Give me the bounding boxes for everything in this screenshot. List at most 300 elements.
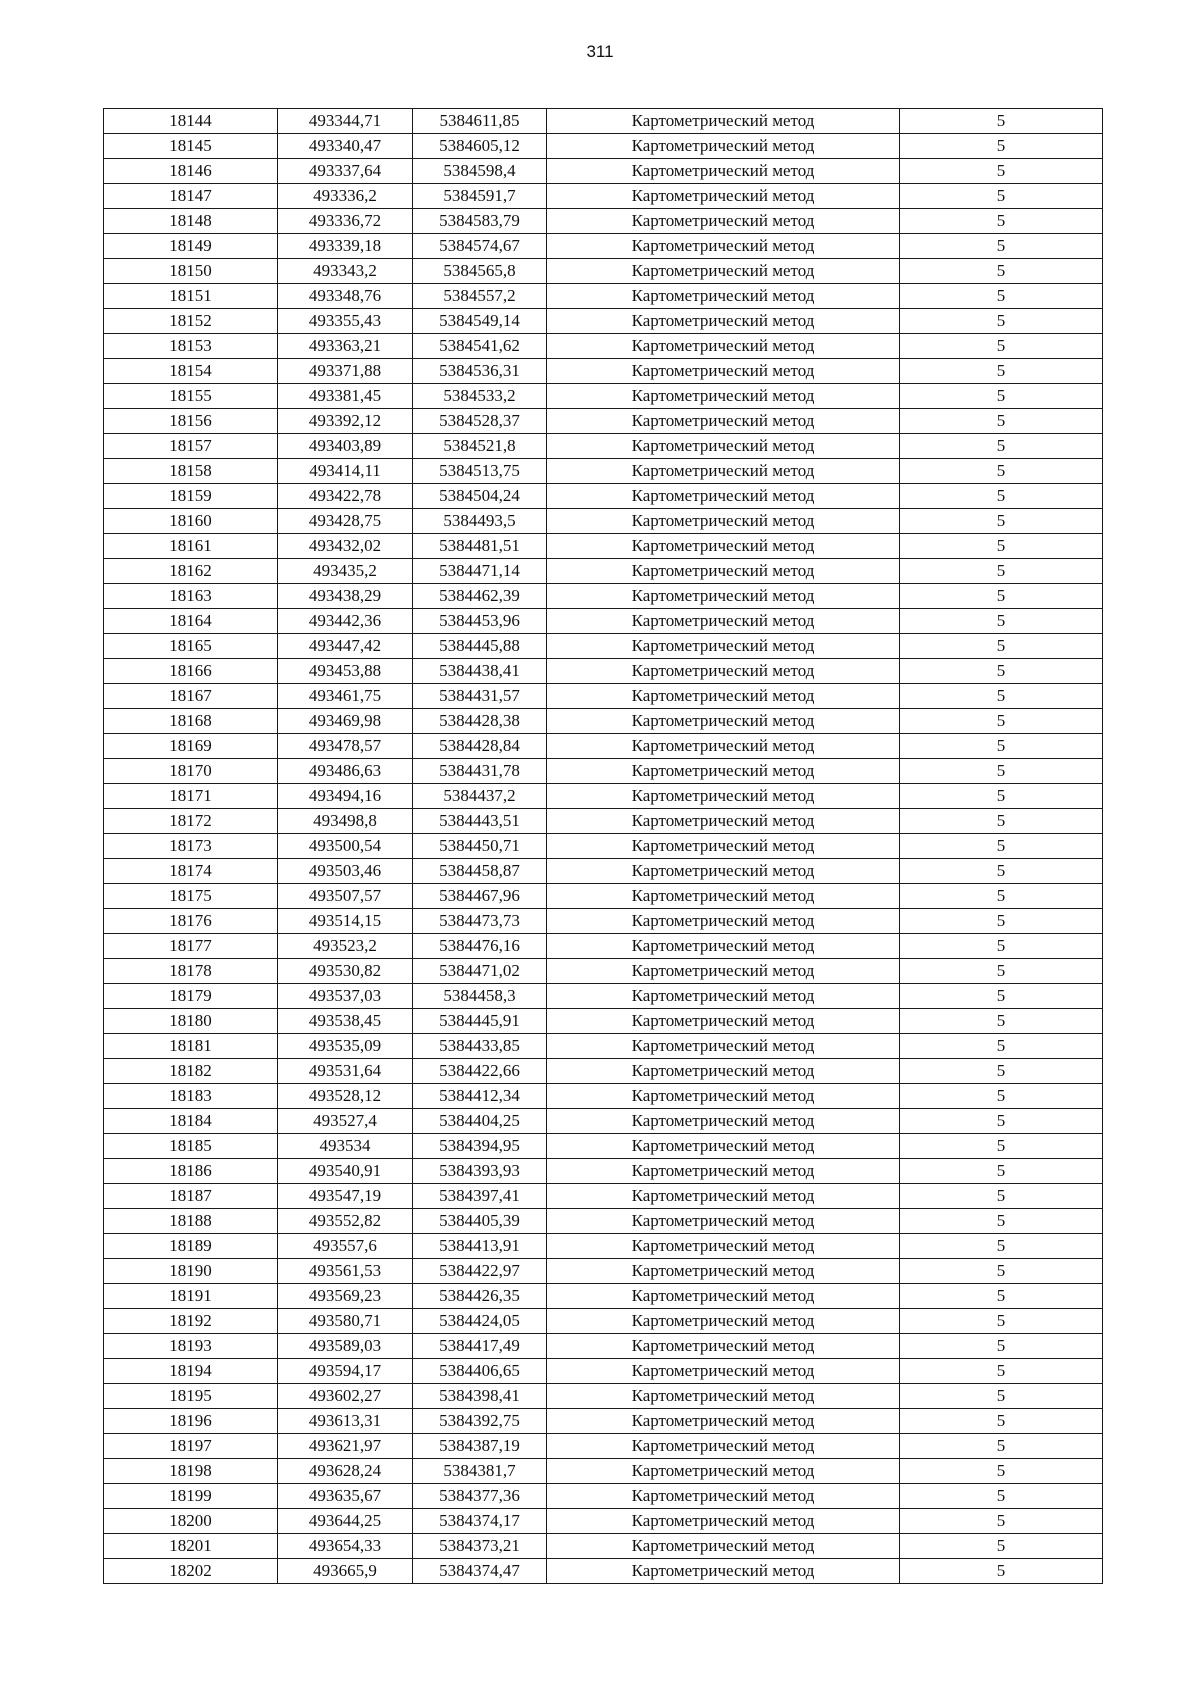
y-coordinate-cell: 5384611,85 (413, 109, 547, 134)
x-coordinate-cell: 493435,2 (278, 559, 413, 584)
y-coordinate-cell: 5384398,41 (413, 1384, 547, 1409)
table-row (104, 1084, 1103, 1109)
x-coordinate-cell: 493557,6 (278, 1234, 413, 1259)
y-coordinate-cell: 5384404,25 (413, 1109, 547, 1134)
coordinates-table-body (104, 109, 1103, 1584)
y-coordinate-cell: 5384405,39 (413, 1209, 547, 1234)
accuracy-cell: 5 (900, 459, 1103, 484)
accuracy-cell: 5 (900, 1209, 1103, 1234)
method-cell: Картометрический метод (547, 1134, 900, 1159)
accuracy-cell: 5 (900, 334, 1103, 359)
table-row (104, 284, 1103, 309)
y-coordinate-cell: 5384377,36 (413, 1484, 547, 1509)
table-row (104, 709, 1103, 734)
y-coordinate-cell: 5384373,21 (413, 1534, 547, 1559)
point-number-cell: 18153 (104, 334, 278, 359)
x-coordinate-cell: 493644,25 (278, 1509, 413, 1534)
method-cell: Картометрический метод (547, 934, 900, 959)
x-coordinate-cell: 493569,23 (278, 1284, 413, 1309)
table-row (104, 259, 1103, 284)
x-coordinate-cell: 493538,45 (278, 1009, 413, 1034)
table-row (104, 384, 1103, 409)
y-coordinate-cell: 5384374,17 (413, 1509, 547, 1534)
y-coordinate-cell: 5384521,8 (413, 434, 547, 459)
point-number-cell: 18151 (104, 284, 278, 309)
accuracy-cell: 5 (900, 1134, 1103, 1159)
table-row (104, 1159, 1103, 1184)
y-coordinate-cell: 5384374,47 (413, 1559, 547, 1584)
table-row (104, 934, 1103, 959)
point-number-cell: 18156 (104, 409, 278, 434)
x-coordinate-cell: 493500,54 (278, 834, 413, 859)
point-number-cell: 18149 (104, 234, 278, 259)
accuracy-cell: 5 (900, 1284, 1103, 1309)
table-row (104, 1484, 1103, 1509)
table-row (104, 634, 1103, 659)
table-row (104, 1309, 1103, 1334)
point-number-cell: 18185 (104, 1134, 278, 1159)
point-number-cell: 18159 (104, 484, 278, 509)
x-coordinate-cell: 493340,47 (278, 134, 413, 159)
x-coordinate-cell: 493594,17 (278, 1359, 413, 1384)
x-coordinate-cell: 493537,03 (278, 984, 413, 1009)
accuracy-cell: 5 (900, 884, 1103, 909)
table-row (104, 784, 1103, 809)
x-coordinate-cell: 493580,71 (278, 1309, 413, 1334)
table-row (104, 1359, 1103, 1384)
point-number-cell: 18179 (104, 984, 278, 1009)
table-row (104, 209, 1103, 234)
point-number-cell: 18202 (104, 1559, 278, 1584)
x-coordinate-cell: 493494,16 (278, 784, 413, 809)
table-row (104, 1559, 1103, 1584)
point-number-cell: 18160 (104, 509, 278, 534)
method-cell: Картометрический метод (547, 1434, 900, 1459)
y-coordinate-cell: 5384598,4 (413, 159, 547, 184)
table-row (104, 1259, 1103, 1284)
x-coordinate-cell: 493602,27 (278, 1384, 413, 1409)
accuracy-cell: 5 (900, 984, 1103, 1009)
table-row (104, 484, 1103, 509)
y-coordinate-cell: 5384413,91 (413, 1234, 547, 1259)
y-coordinate-cell: 5384393,93 (413, 1159, 547, 1184)
method-cell: Картометрический метод (547, 1334, 900, 1359)
accuracy-cell: 5 (900, 734, 1103, 759)
point-number-cell: 18192 (104, 1309, 278, 1334)
y-coordinate-cell: 5384437,2 (413, 784, 547, 809)
accuracy-cell: 5 (900, 584, 1103, 609)
x-coordinate-cell: 493621,97 (278, 1434, 413, 1459)
method-cell: Картометрический метод (547, 434, 900, 459)
x-coordinate-cell: 493422,78 (278, 484, 413, 509)
y-coordinate-cell: 5384549,14 (413, 309, 547, 334)
method-cell: Картометрический метод (547, 659, 900, 684)
point-number-cell: 18189 (104, 1234, 278, 1259)
method-cell: Картометрический метод (547, 809, 900, 834)
accuracy-cell: 5 (900, 434, 1103, 459)
y-coordinate-cell: 5384431,78 (413, 759, 547, 784)
table-row (104, 159, 1103, 184)
table-row (104, 359, 1103, 384)
table-row (104, 534, 1103, 559)
accuracy-cell: 5 (900, 359, 1103, 384)
table-row (104, 1234, 1103, 1259)
accuracy-cell: 5 (900, 609, 1103, 634)
method-cell: Картометрический метод (547, 609, 900, 634)
point-number-cell: 18170 (104, 759, 278, 784)
accuracy-cell: 5 (900, 384, 1103, 409)
table-row (104, 434, 1103, 459)
point-number-cell: 18188 (104, 1209, 278, 1234)
x-coordinate-cell: 493469,98 (278, 709, 413, 734)
point-number-cell: 18191 (104, 1284, 278, 1309)
accuracy-cell: 5 (900, 309, 1103, 334)
method-cell: Картометрический метод (547, 409, 900, 434)
method-cell: Картометрический метод (547, 459, 900, 484)
y-coordinate-cell: 5384471,02 (413, 959, 547, 984)
table-row (104, 1109, 1103, 1134)
point-number-cell: 18167 (104, 684, 278, 709)
accuracy-cell: 5 (900, 1109, 1103, 1134)
y-coordinate-cell: 5384462,39 (413, 584, 547, 609)
x-coordinate-cell: 493442,36 (278, 609, 413, 634)
accuracy-cell: 5 (900, 1559, 1103, 1584)
accuracy-cell: 5 (900, 1484, 1103, 1509)
point-number-cell: 18171 (104, 784, 278, 809)
accuracy-cell: 5 (900, 534, 1103, 559)
point-number-cell: 18158 (104, 459, 278, 484)
point-number-cell: 18186 (104, 1159, 278, 1184)
method-cell: Картометрический метод (547, 859, 900, 884)
y-coordinate-cell: 5384428,84 (413, 734, 547, 759)
point-number-cell: 18144 (104, 109, 278, 134)
x-coordinate-cell: 493428,75 (278, 509, 413, 534)
accuracy-cell: 5 (900, 234, 1103, 259)
point-number-cell: 18148 (104, 209, 278, 234)
method-cell: Картометрический метод (547, 284, 900, 309)
method-cell: Картометрический метод (547, 1384, 900, 1409)
point-number-cell: 18162 (104, 559, 278, 584)
x-coordinate-cell: 493336,2 (278, 184, 413, 209)
method-cell: Картометрический метод (547, 1234, 900, 1259)
method-cell: Картометрический метод (547, 1459, 900, 1484)
table-row (104, 834, 1103, 859)
point-number-cell: 18169 (104, 734, 278, 759)
accuracy-cell: 5 (900, 159, 1103, 184)
accuracy-cell: 5 (900, 834, 1103, 859)
y-coordinate-cell: 5384467,96 (413, 884, 547, 909)
point-number-cell: 18200 (104, 1509, 278, 1534)
accuracy-cell: 5 (900, 709, 1103, 734)
y-coordinate-cell: 5384557,2 (413, 284, 547, 309)
point-number-cell: 18184 (104, 1109, 278, 1134)
x-coordinate-cell: 493552,82 (278, 1209, 413, 1234)
x-coordinate-cell: 493363,21 (278, 334, 413, 359)
point-number-cell: 18168 (104, 709, 278, 734)
table-row (104, 1434, 1103, 1459)
accuracy-cell: 5 (900, 784, 1103, 809)
accuracy-cell: 5 (900, 1334, 1103, 1359)
method-cell: Картометрический метод (547, 184, 900, 209)
point-number-cell: 18175 (104, 884, 278, 909)
point-number-cell: 18146 (104, 159, 278, 184)
point-number-cell: 18182 (104, 1059, 278, 1084)
y-coordinate-cell: 5384565,8 (413, 259, 547, 284)
method-cell: Картометрический метод (547, 584, 900, 609)
point-number-cell: 18201 (104, 1534, 278, 1559)
table-row (104, 1034, 1103, 1059)
accuracy-cell: 5 (900, 684, 1103, 709)
method-cell: Картометрический метод (547, 534, 900, 559)
method-cell: Картометрический метод (547, 359, 900, 384)
x-coordinate-cell: 493438,29 (278, 584, 413, 609)
point-number-cell: 18194 (104, 1359, 278, 1384)
accuracy-cell: 5 (900, 259, 1103, 284)
x-coordinate-cell: 493654,33 (278, 1534, 413, 1559)
accuracy-cell: 5 (900, 484, 1103, 509)
method-cell: Картометрический метод (547, 384, 900, 409)
table-row (104, 859, 1103, 884)
accuracy-cell: 5 (900, 209, 1103, 234)
method-cell: Картометрический метод (547, 959, 900, 984)
x-coordinate-cell: 493665,9 (278, 1559, 413, 1584)
y-coordinate-cell: 5384438,41 (413, 659, 547, 684)
table-row (104, 759, 1103, 784)
accuracy-cell: 5 (900, 759, 1103, 784)
table-row (104, 184, 1103, 209)
method-cell: Картометрический метод (547, 1009, 900, 1034)
y-coordinate-cell: 5384450,71 (413, 834, 547, 859)
y-coordinate-cell: 5384591,7 (413, 184, 547, 209)
table-row (104, 459, 1103, 484)
accuracy-cell: 5 (900, 409, 1103, 434)
x-coordinate-cell: 493461,75 (278, 684, 413, 709)
y-coordinate-cell: 5384583,79 (413, 209, 547, 234)
y-coordinate-cell: 5384541,62 (413, 334, 547, 359)
method-cell: Картометрический метод (547, 509, 900, 534)
method-cell: Картометрический метод (547, 234, 900, 259)
accuracy-cell: 5 (900, 184, 1103, 209)
method-cell: Картометрический метод (547, 1309, 900, 1334)
point-number-cell: 18187 (104, 1184, 278, 1209)
x-coordinate-cell: 493527,4 (278, 1109, 413, 1134)
method-cell: Картометрический метод (547, 1034, 900, 1059)
accuracy-cell: 5 (900, 1009, 1103, 1034)
x-coordinate-cell: 493528,12 (278, 1084, 413, 1109)
accuracy-cell: 5 (900, 1059, 1103, 1084)
point-number-cell: 18161 (104, 534, 278, 559)
table-row (104, 884, 1103, 909)
x-coordinate-cell: 493589,03 (278, 1334, 413, 1359)
accuracy-cell: 5 (900, 509, 1103, 534)
method-cell: Картометрический метод (547, 884, 900, 909)
x-coordinate-cell: 493534 (278, 1134, 413, 1159)
table-row (104, 1209, 1103, 1234)
x-coordinate-cell: 493514,15 (278, 909, 413, 934)
point-number-cell: 18163 (104, 584, 278, 609)
point-number-cell: 18147 (104, 184, 278, 209)
accuracy-cell: 5 (900, 1459, 1103, 1484)
table-row (104, 1334, 1103, 1359)
point-number-cell: 18198 (104, 1459, 278, 1484)
accuracy-cell: 5 (900, 659, 1103, 684)
accuracy-cell: 5 (900, 109, 1103, 134)
table-row (104, 1184, 1103, 1209)
method-cell: Картометрический метод (547, 134, 900, 159)
table-row (104, 809, 1103, 834)
x-coordinate-cell: 493535,09 (278, 1034, 413, 1059)
y-coordinate-cell: 5384458,87 (413, 859, 547, 884)
table-row (104, 309, 1103, 334)
y-coordinate-cell: 5384473,73 (413, 909, 547, 934)
x-coordinate-cell: 493498,8 (278, 809, 413, 834)
x-coordinate-cell: 493453,88 (278, 659, 413, 684)
table-row (104, 1384, 1103, 1409)
point-number-cell: 18157 (104, 434, 278, 459)
x-coordinate-cell: 493403,89 (278, 434, 413, 459)
x-coordinate-cell: 493414,11 (278, 459, 413, 484)
accuracy-cell: 5 (900, 1184, 1103, 1209)
table-row (104, 409, 1103, 434)
accuracy-cell: 5 (900, 1234, 1103, 1259)
accuracy-cell: 5 (900, 1359, 1103, 1384)
x-coordinate-cell: 493547,19 (278, 1184, 413, 1209)
accuracy-cell: 5 (900, 134, 1103, 159)
x-coordinate-cell: 493432,02 (278, 534, 413, 559)
point-number-cell: 18164 (104, 609, 278, 634)
y-coordinate-cell: 5384397,41 (413, 1184, 547, 1209)
accuracy-cell: 5 (900, 959, 1103, 984)
table-row (104, 1009, 1103, 1034)
point-number-cell: 18180 (104, 1009, 278, 1034)
y-coordinate-cell: 5384453,96 (413, 609, 547, 634)
y-coordinate-cell: 5384493,5 (413, 509, 547, 534)
method-cell: Картометрический метод (547, 159, 900, 184)
accuracy-cell: 5 (900, 1159, 1103, 1184)
point-number-cell: 18173 (104, 834, 278, 859)
x-coordinate-cell: 493613,31 (278, 1409, 413, 1434)
method-cell: Картометрический метод (547, 709, 900, 734)
coordinates-table (103, 108, 1103, 1584)
x-coordinate-cell: 493392,12 (278, 409, 413, 434)
table-row (104, 334, 1103, 359)
method-cell: Картометрический метод (547, 1084, 900, 1109)
point-number-cell: 18183 (104, 1084, 278, 1109)
method-cell: Картометрический метод (547, 484, 900, 509)
method-cell: Картометрический метод (547, 259, 900, 284)
accuracy-cell: 5 (900, 1259, 1103, 1284)
y-coordinate-cell: 5384381,7 (413, 1459, 547, 1484)
x-coordinate-cell: 493507,57 (278, 884, 413, 909)
accuracy-cell: 5 (900, 1384, 1103, 1409)
point-number-cell: 18181 (104, 1034, 278, 1059)
method-cell: Картометрический метод (547, 759, 900, 784)
x-coordinate-cell: 493486,63 (278, 759, 413, 784)
point-number-cell: 18193 (104, 1334, 278, 1359)
method-cell: Картометрический метод (547, 1559, 900, 1584)
table-row (104, 959, 1103, 984)
x-coordinate-cell: 493635,67 (278, 1484, 413, 1509)
method-cell: Картометрический метод (547, 309, 900, 334)
y-coordinate-cell: 5384387,19 (413, 1434, 547, 1459)
y-coordinate-cell: 5384392,75 (413, 1409, 547, 1434)
x-coordinate-cell: 493348,76 (278, 284, 413, 309)
table-row (104, 584, 1103, 609)
point-number-cell: 18178 (104, 959, 278, 984)
y-coordinate-cell: 5384528,37 (413, 409, 547, 434)
x-coordinate-cell: 493523,2 (278, 934, 413, 959)
page-number: 311 (586, 42, 614, 61)
point-number-cell: 18145 (104, 134, 278, 159)
accuracy-cell: 5 (900, 1409, 1103, 1434)
accuracy-cell: 5 (900, 634, 1103, 659)
point-number-cell: 18190 (104, 1259, 278, 1284)
accuracy-cell: 5 (900, 1034, 1103, 1059)
method-cell: Картометрический метод (547, 559, 900, 584)
table-row (104, 609, 1103, 634)
method-cell: Картометрический метод (547, 1209, 900, 1234)
x-coordinate-cell: 493371,88 (278, 359, 413, 384)
y-coordinate-cell: 5384504,24 (413, 484, 547, 509)
method-cell: Картометрический метод (547, 984, 900, 1009)
point-number-cell: 18176 (104, 909, 278, 934)
accuracy-cell: 5 (900, 859, 1103, 884)
method-cell: Картометрический метод (547, 634, 900, 659)
point-number-cell: 18172 (104, 809, 278, 834)
table-row (104, 1284, 1103, 1309)
table-row (104, 234, 1103, 259)
y-coordinate-cell: 5384445,88 (413, 634, 547, 659)
point-number-cell: 18154 (104, 359, 278, 384)
x-coordinate-cell: 493343,2 (278, 259, 413, 284)
point-number-cell: 18195 (104, 1384, 278, 1409)
y-coordinate-cell: 5384431,57 (413, 684, 547, 709)
table-row (104, 984, 1103, 1009)
table-row (104, 1534, 1103, 1559)
y-coordinate-cell: 5384417,49 (413, 1334, 547, 1359)
point-number-cell: 18165 (104, 634, 278, 659)
y-coordinate-cell: 5384476,16 (413, 934, 547, 959)
accuracy-cell: 5 (900, 934, 1103, 959)
y-coordinate-cell: 5384471,14 (413, 559, 547, 584)
method-cell: Картометрический метод (547, 834, 900, 859)
table-row (104, 659, 1103, 684)
method-cell: Картометрический метод (547, 1484, 900, 1509)
x-coordinate-cell: 493530,82 (278, 959, 413, 984)
method-cell: Картометрический метод (547, 1534, 900, 1559)
accuracy-cell: 5 (900, 1309, 1103, 1334)
x-coordinate-cell: 493337,64 (278, 159, 413, 184)
x-coordinate-cell: 493628,24 (278, 1459, 413, 1484)
x-coordinate-cell: 493478,57 (278, 734, 413, 759)
method-cell: Картометрический метод (547, 334, 900, 359)
point-number-cell: 18166 (104, 659, 278, 684)
point-number-cell: 18155 (104, 384, 278, 409)
point-number-cell: 18152 (104, 309, 278, 334)
point-number-cell: 18174 (104, 859, 278, 884)
method-cell: Картометрический метод (547, 734, 900, 759)
accuracy-cell: 5 (900, 809, 1103, 834)
table-row (104, 509, 1103, 534)
x-coordinate-cell: 493381,45 (278, 384, 413, 409)
y-coordinate-cell: 5384513,75 (413, 459, 547, 484)
point-number-cell: 18196 (104, 1409, 278, 1434)
y-coordinate-cell: 5384428,38 (413, 709, 547, 734)
y-coordinate-cell: 5384433,85 (413, 1034, 547, 1059)
x-coordinate-cell: 493336,72 (278, 209, 413, 234)
y-coordinate-cell: 5384422,66 (413, 1059, 547, 1084)
accuracy-cell: 5 (900, 1434, 1103, 1459)
